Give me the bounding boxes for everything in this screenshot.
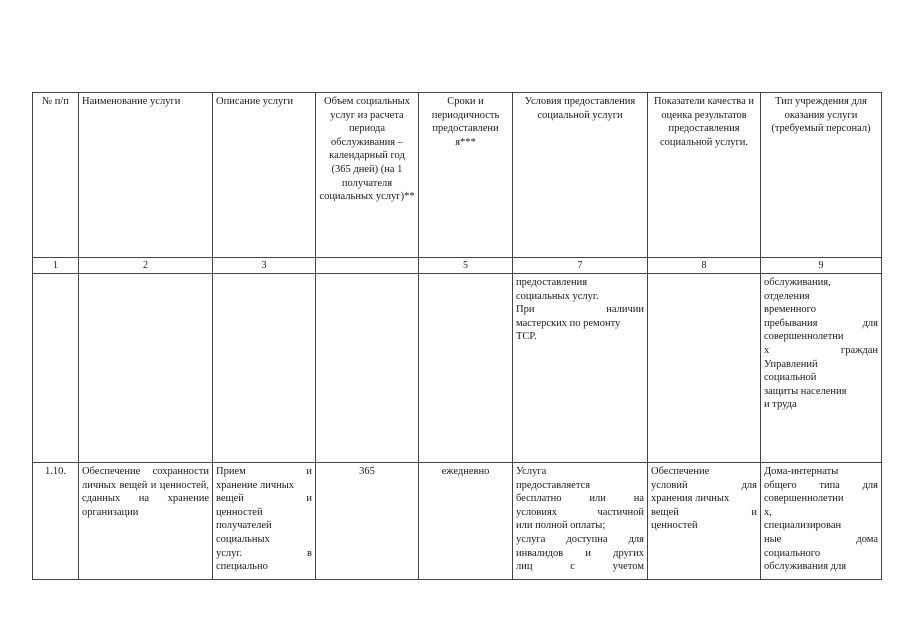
text-line: бесплатно или на	[516, 493, 644, 505]
text-line: услуг. в	[216, 547, 312, 559]
text-line: специально	[216, 561, 268, 573]
header-row	[33, 93, 882, 258]
text-line: условиях частичной	[516, 506, 644, 518]
text-line: социальных	[216, 533, 270, 545]
text-line: защиты населения	[764, 385, 847, 397]
header-conditions: Условия предоставления социальной услуги	[513, 93, 648, 258]
continuation-cell-3	[213, 274, 316, 463]
text-line: ные дома	[764, 533, 878, 545]
column-number-row	[33, 258, 882, 274]
header-period: Сроки и периодичность предоставлени я***	[419, 93, 513, 258]
header-quality: Показатели качества и оценка результатов предоставления социальной услуги.	[648, 93, 761, 258]
text-line: лиц с учетом	[516, 561, 644, 573]
text-line: ТСР.	[516, 331, 537, 343]
text-line: и труда	[764, 399, 797, 411]
text-line: хранения личных	[651, 493, 730, 505]
text-line: Управлений	[764, 358, 818, 370]
continuation-cell-2	[79, 274, 213, 463]
text-line: совершеннолетни	[764, 331, 844, 343]
header-number: № п/п	[33, 93, 79, 258]
text-line: При наличии	[516, 304, 644, 316]
column-number-4	[316, 258, 419, 274]
services-table	[32, 92, 882, 580]
text-line: вещей и	[651, 506, 757, 518]
text-line: предоставляется	[516, 479, 591, 491]
text-line: Услуга	[516, 466, 547, 477]
row-conditions	[513, 463, 648, 580]
text-line: социальных услуг.	[516, 290, 599, 302]
text-line: отделения	[764, 290, 810, 302]
continuation-cell-5	[419, 274, 513, 463]
header-service-description: Описание услуги	[213, 93, 316, 258]
text-line: предоставления	[516, 277, 588, 288]
row-service-description	[213, 463, 316, 580]
header-service-name: Наименование услуги	[79, 93, 213, 258]
header-institution-type: Тип учреждения для оказания услуги (требуемый персонал)	[761, 93, 882, 258]
text-line: ценностей	[216, 506, 263, 518]
row-service-name: Обеспечение сохранности личных вещей и ценностей, сданных на хранение организации	[79, 463, 213, 580]
text-line: Обеспечение	[651, 466, 710, 477]
column-number-3: 3	[213, 258, 316, 274]
text-line: или полной оплаты;	[516, 520, 606, 532]
text-line: временного	[764, 304, 816, 316]
continuation-cell-4	[316, 274, 419, 463]
continuation-conditions	[513, 274, 648, 463]
text-line: общего типа для	[764, 479, 878, 491]
continuation-institution	[761, 274, 882, 463]
header-volume: Объем социальных услуг из расчета периода обслуживания – календарный год (365 дней) (на 1 получателя социальных услуг)**	[316, 93, 419, 258]
text-line: условий для	[651, 479, 757, 491]
column-number-8: 8	[648, 258, 761, 274]
text-line: услуга доступна для	[516, 533, 644, 545]
text-line: пребывания для	[764, 317, 878, 329]
continuation-cell-1	[33, 274, 79, 463]
text-line: х граждан	[764, 344, 878, 356]
column-number-9: 9	[761, 258, 882, 274]
text-line: Прием и	[216, 466, 312, 477]
row-volume: 365	[316, 463, 419, 580]
text-line: социальной	[764, 372, 817, 384]
column-number-5: 5	[419, 258, 513, 274]
text-line: инвалидов и других	[516, 547, 644, 559]
continuation-row	[33, 274, 882, 463]
text-line: обслуживания,	[764, 277, 831, 288]
continuation-cell-8	[648, 274, 761, 463]
text-line: х,	[764, 506, 772, 518]
column-number-1: 1	[33, 258, 79, 274]
column-number-2: 2	[79, 258, 213, 274]
text-line: Дома-интернаты	[764, 466, 839, 477]
text-line: получателей	[216, 520, 272, 532]
row-institution-type	[761, 463, 882, 580]
text-line: совершеннолетни	[764, 493, 844, 505]
text-line: специализирован	[764, 520, 842, 532]
text-line: социального	[764, 547, 821, 559]
text-line: хранение личных	[216, 479, 295, 491]
text-line: ценностей	[651, 520, 698, 532]
column-number-7: 7	[513, 258, 648, 274]
row-quality	[648, 463, 761, 580]
row-period: ежедневно	[419, 463, 513, 580]
text-line: вещей и	[216, 493, 312, 505]
text-line: мастерских по ремонту	[516, 317, 621, 329]
service-row-1-10	[33, 463, 882, 580]
row-number: 1.10.	[33, 463, 79, 580]
text-line: обслуживания для	[764, 561, 847, 573]
